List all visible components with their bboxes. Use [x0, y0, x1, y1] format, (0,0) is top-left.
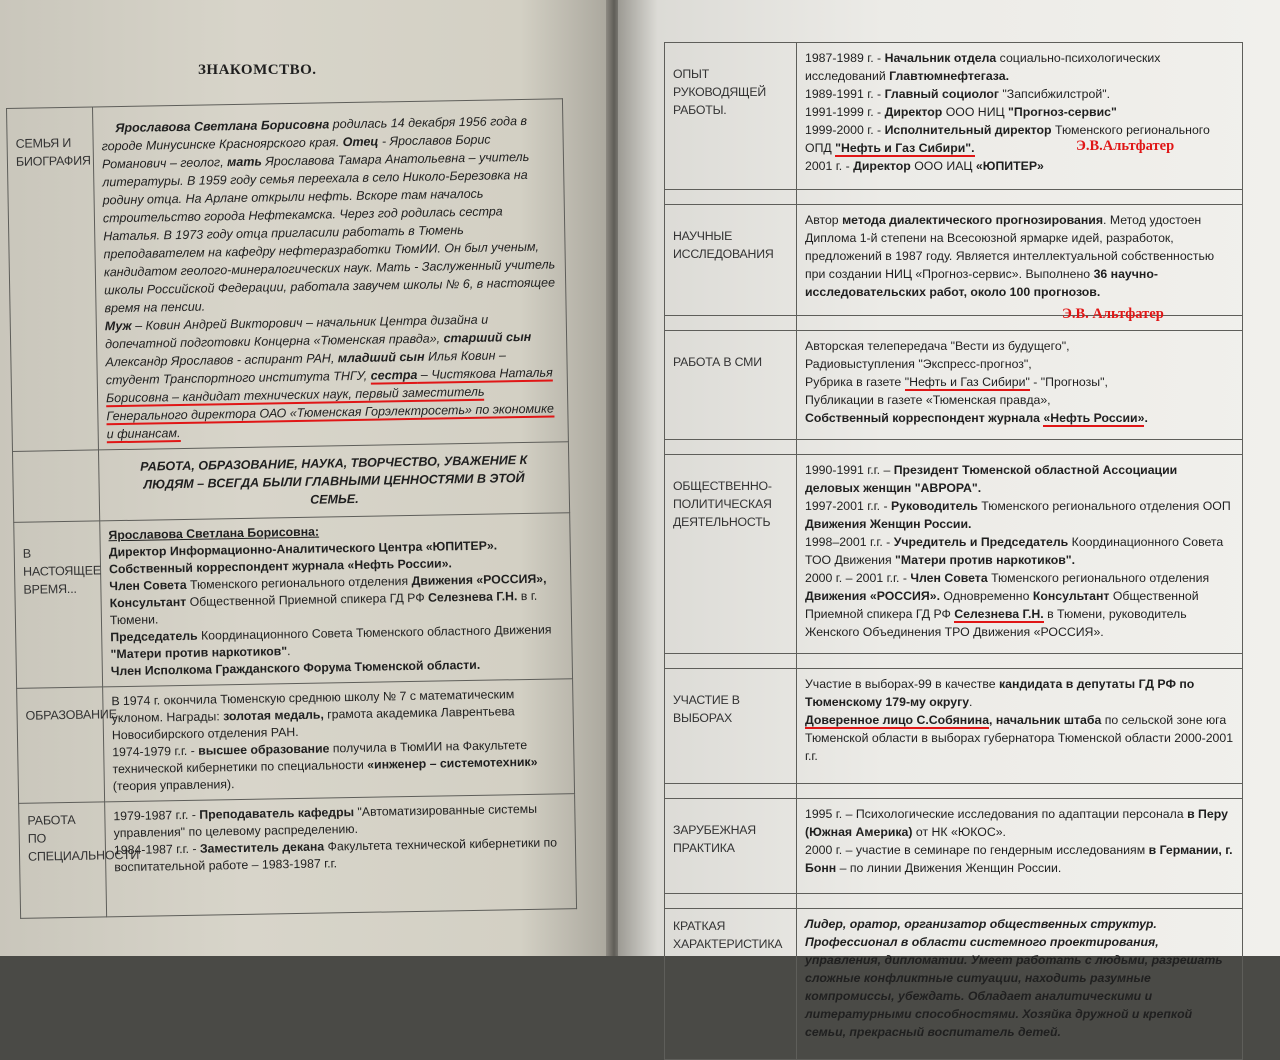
present-text: Ярославова Светлана Борисовна: Директор Информационно-Аналитического Центра «ЮПИТЕР». Собственный корреспондент журнала «Нефть России». Член Совета Тюменского регионального отделения Движения «РОССИЯ», Консультант Общественной Приемной спикера ГД РФ Селезнева Г.Н. в г. Тюмени. Председатель Координационного Совета Тюменского областного Движения "Матери против наркотиков". Член Исполкома Гражданского Форума Тюменской области.: [100, 513, 573, 687]
right-career-table: [664, 42, 1243, 1060]
summary-text: Лидер, оратор, организатор общественных структур. Профессионал в области системного проектирования, управления, дипломатии. Умеет работать с людьми, разрешать сложные конфликтные ситуации, находить разумные компромиссы, убеждать. Обладает аналитическими и литературными способностями. Хозяйка дружной и крепкой семьи, прекрасный воспитатель детей.: [797, 909, 1243, 1060]
experience-label: ОПЫТ РУКОВОДЯЩЕЙ РАБОТЫ.: [665, 43, 797, 190]
family-row: [7, 99, 569, 452]
work-row: [19, 794, 577, 919]
summary-row: [665, 909, 1243, 1060]
education-label: ОБРАЗОВАНИЕ: [17, 687, 105, 803]
elections-row: [665, 669, 1243, 784]
public-row: [665, 455, 1243, 654]
elections-text: Участие в выборах-99 в качестве кандидата в депутаты ГД РФ по Тюменскому 179-му округу. Доверенное лицо С.Собянина, начальник штаба по сельской зоне юга Тюменской области в выборах губернатора Тюменской области 2000-2001 г.г.: [797, 669, 1243, 784]
motto-row: [12, 442, 569, 523]
left-biography-table: [6, 98, 577, 919]
abroad-label: ЗАРУБЕЖНАЯ ПРАКТИКА: [665, 799, 797, 894]
media-label: РАБОТА В СМИ: [665, 331, 797, 440]
family-text: Ярославова Светлана Борисовна родилась 14 декабря 1956 года в городе Минусинске Красноярского края. Отец - Ярославов Борис Романович – геолог, мать Ярославова Тамара Анатольевна – учитель литературы. В 1959 году семья переехала в село Николо-Березовка на родину отца. На Арлане открыли нефть. Вскоре там началось строительство города Нефтекамска. Через год родилась сестра Наталья. В 1973 году отца пригласили работать в Тюмень преподавателем на кафедру нефтеразработки ТюмИИ. Он был ученым, кандидатом геолого-минералогических наук. Мать - Заслуженный учитель школы Российской Федерации, работала завучем школы № 6, в настоящее время на пенсии. Муж – Ковин Андрей Викторович – начальник Центра дизайна и допечатной подготовки Концерна «Тюменская правда», старший сын Александр Ярославов - аспирант РАН, младший сын Илья Ковин – студент Транспортного института ТНГУ, сестра – Чистякова Наталья Борисовна – кандидат технических наук, первый заместитель Генерального директора ОАО «Тюменская Горэлектросеть» по экономике и финансам.: [92, 99, 568, 450]
present-row: [14, 513, 573, 689]
abroad-row: [665, 799, 1243, 894]
public-label: ОБЩЕСТВЕННО-ПОЛИТИЧЕСКАЯ ДЕЯТЕЛЬНОСТЬ: [665, 455, 797, 654]
research-row: [665, 205, 1243, 316]
work-label: РАБОТА ПО СПЕЦИАЛЬНОСТИ: [19, 802, 107, 918]
summary-label: КРАТКАЯ ХАРАКТЕРИСТИКА: [665, 909, 797, 1060]
abroad-text: 1995 г. – Психологические исследования по адаптации персонала в Перу (Южная Америка) от НК «ЮКОС». 2000 г. – участие в семинаре по гендерным исследованиям в Германии, г. Бонн – по линии Движения Женщин России.: [797, 799, 1243, 894]
education-text: В 1974 г. окончила Тюменскую среднюю школу № 7 с математическим уклоном. Награды: золотая медаль, грамота академика Лаврентьева Новосибирского отделения РАН. 1974-1979 г.г. - высшее образование получила в ТюмИИ на Факультете технической кибернетики по специальности «инженер – системотехник» (теория управления).: [103, 679, 575, 802]
work-text: 1979-1987 г.г. - Преподаватель кафедры "Автоматизированные системы управления" по целевому распределению. 1984-1987 г.г. - Заместитель декана Факультета технической кибернетики по воспитательной работе – 1983-1987 г.г.: [105, 794, 577, 917]
present-label: В НАСТОЯЩЕЕ ВРЕМЯ...: [14, 521, 103, 688]
handwritten-note-media: Э.В. Альтфатер: [1062, 306, 1164, 322]
page-heading: ЗНАКОМСТВО.: [198, 62, 317, 78]
elections-label: УЧАСТИЕ В ВЫБОРАХ: [665, 669, 797, 784]
family-label: СЕМЬЯ И БИОГРАФИЯ: [7, 107, 99, 451]
research-label: НАУЧНЫЕ ИССЛЕДОВАНИЯ: [665, 205, 797, 316]
public-text: 1990-1991 г.г. – Президент Тюменской областной Ассоциации деловых женщин "АВРОРА". 1997-2001 г.г. - Руководитель Тюменского регионального отделения ООП Движения Женщин России. 1998–2001 г.г. - Учредитель и Председатель Координационного Совета ТОО Движения "Матери против наркотиков". 2000 г. – 2001 г.г. - Член Совета Тюменского регионального отделения Движения «РОССИЯ». Одновременно Консультант Общественной Приемной спикера ГД РФ Селезнева Г.Н. в Тюмени, руководитель Женского Объединения ТРО Движения «РОССИЯ».: [797, 455, 1243, 654]
experience-row: [665, 43, 1243, 190]
experience-text: 1987-1989 г. - Начальник отдела социально-психологических исследований Главтюмнефтегаза. 1989-1991 г. - Главный социолог "Запсибжилстрой". 1991-1999 г. - Директор ООО НИЦ "Прогноз-сервис" 1999-2000 г. - Исполнительный директор Тюменского регионального ОПД "Нефть и Газ Сибири". 2001 г. - Директор ООО ИАЦ «ЮПИТЕР»: [797, 43, 1243, 190]
handwritten-note-experience: Э.В.Альтфатер: [1076, 138, 1175, 154]
person-name: Ярославова Светлана Борисовна: [115, 117, 330, 136]
media-row: [665, 331, 1243, 440]
media-text: Авторская телепередача "Вести из будущего", Радиовыступления "Экспресс-прогноз", Рубрика в газете "Нефть и Газ Сибири" - "Прогнозы", Публикации в газете «Тюменская правда», Собственный корреспондент журнала «Нефть России».: [797, 331, 1243, 440]
family-motto: РАБОТА, ОБРАЗОВАНИЕ, НАУКА, ТВОРЧЕСТВО, УВАЖЕНИЕ К ЛЮДЯМ – ВСЕГДА БЫЛИ ГЛАВНЫМИ ЦЕННОСТЯМИ В ЭТОЙ СЕМЬЕ.: [98, 442, 569, 521]
research-text: Автор метода диалектического прогнозирования. Метод удостоен Диплома 1-й степени на Всесоюзной ярмарке идей, разработок, предложений в 1987 году. Является интеллектуальной собственностью при создании НИЦ «Прогноз-сервис». Выполнено 36 научно-исследовательских работ, около 100 прогнозов.: [797, 205, 1243, 316]
sister-underlined-text: – Чистякова Наталья Борисовна – кандидат технических наук, первый заместитель Генерального директора ОАО «Тюменская Горэлектросеть» по экономике и финансам.: [105, 365, 554, 442]
education-row: [17, 679, 575, 804]
